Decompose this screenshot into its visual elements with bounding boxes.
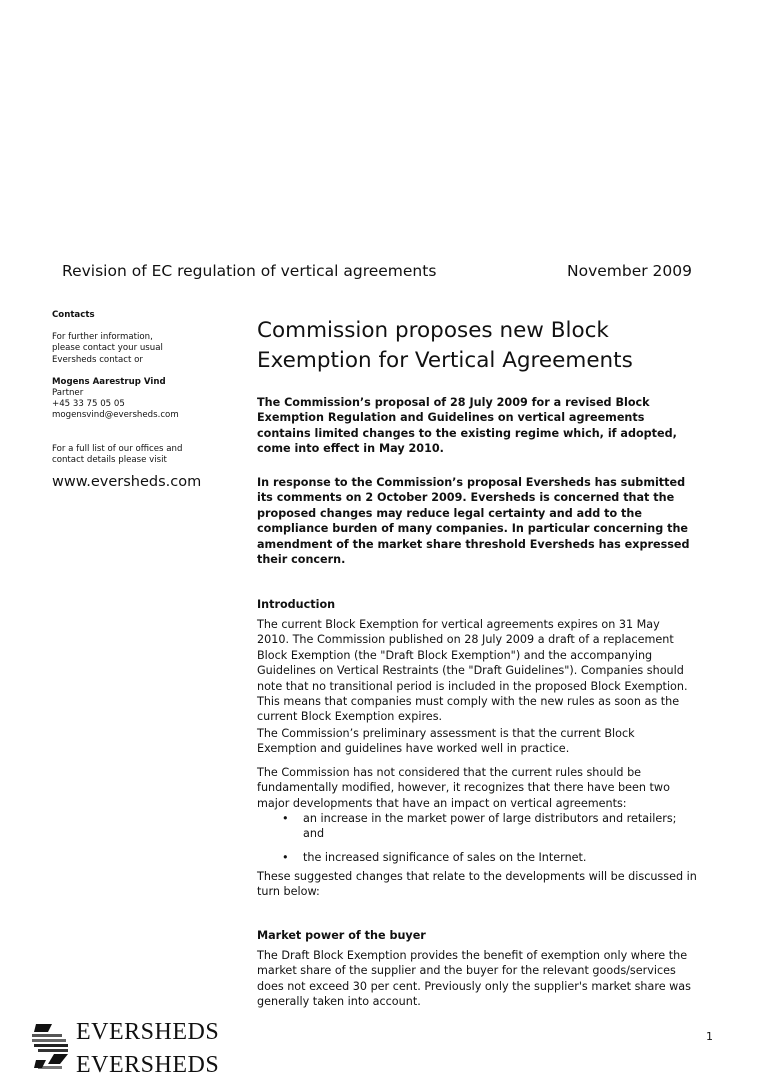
text-line: This means that companies must comply with the new rules as soon as the — [257, 695, 680, 709]
lead-paragraph-1 — [257, 395, 677, 457]
paragraph-3 — [257, 765, 670, 811]
text-line: major developments that have an impact on vertical agreements: — [257, 796, 627, 810]
text-line: In response to the Commission’s proposal Eversheds has submitted — [257, 476, 686, 489]
bullet-list — [257, 811, 676, 865]
text-line: For a full list of our offices and — [52, 443, 183, 454]
contact-phone[interactable]: +45 33 75 05 05 — [52, 399, 125, 410]
title-line: Commission proposes new Block — [257, 318, 609, 343]
text-line: fundamentally modified, however, it recognizes that there have been two — [257, 781, 670, 795]
page-number: 1 — [706, 1030, 713, 1043]
header-title: Revision of EC regulation of vertical agreements — [62, 262, 437, 280]
contacts-sidebar — [52, 310, 182, 466]
text-line: turn below: — [257, 885, 320, 899]
logo-wordmark-repeat: EVERSHEDS — [76, 1052, 220, 1078]
text-line: does not exceed 30 per cent. Previously only the supplier's market share was — [257, 979, 691, 993]
text-line: The Commission’s proposal of 28 July 2009 for a revised Block — [257, 396, 650, 409]
text-line: proposed changes may reduce legal certainty and add to the — [257, 506, 642, 520]
text-line: Block Exemption (the "Draft Block Exemption") and the accompanying — [257, 648, 653, 662]
eversheds-logo-icon — [30, 1022, 70, 1072]
text-line: The Commission’s preliminary assessment is that the current Block — [257, 727, 635, 740]
contact-role: Partner — [52, 388, 84, 399]
text-line: These suggested changes that relate to the developments will be discussed in — [257, 870, 697, 883]
website-link[interactable]: www.eversheds.com — [52, 474, 202, 490]
text-line: and — [303, 827, 325, 841]
text-line: contact details please visit — [52, 454, 167, 465]
paragraph-5 — [257, 948, 691, 1010]
text-line: Eversheds contact or — [52, 354, 143, 365]
logo-wordmark: EVERSHEDS — [76, 1019, 220, 1045]
text-line: 2010. The Commission published on 28 July 2009 a draft of a replacement — [257, 633, 674, 647]
list-item — [257, 811, 676, 842]
contact-email[interactable]: mogensvind@eversheds.com — [52, 410, 179, 421]
text-line: amendment of the market share threshold Eversheds has expressed — [257, 537, 690, 551]
text-line: The Draft Block Exemption provides the benefit of exemption only where the — [257, 949, 688, 962]
text-line: Exemption and guidelines have worked well in practice. — [257, 742, 570, 756]
text-line: an increase in the market power of large distributors and retailers; — [303, 812, 677, 825]
eversheds-logo — [30, 1019, 230, 1087]
text-line: Guidelines on Vertical Restraints (the "Draft Guidelines"). Companies should — [257, 664, 684, 678]
paragraph-2 — [257, 726, 635, 757]
text-line: generally taken into account. — [257, 995, 421, 1009]
title-line: Exemption for Vertical Agreements — [257, 348, 633, 373]
introduction-heading: Introduction — [257, 598, 336, 611]
text-line: please contact your usual — [52, 343, 163, 354]
text-line: note that no transitional period is included in the proposed Block Exemption. — [257, 679, 688, 693]
lead-paragraph-2 — [257, 475, 690, 567]
text-line: The current Block Exemption for vertical agreements expires on 31 May — [257, 618, 660, 631]
text-line: the increased significance of sales on the Internet. — [303, 850, 587, 864]
market-power-heading: Market power of the buyer — [257, 929, 426, 942]
bullet-icon: • — [282, 812, 289, 825]
text-line: their concern. — [257, 553, 346, 567]
text-line: compliance burden of many companies. In particular concerning the — [257, 522, 689, 536]
paragraph-1 — [257, 617, 688, 725]
text-line: its comments on 2 October 2009. Eversheds is concerned that the — [257, 491, 675, 505]
text-line: The Commission has not considered that the current rules should be — [257, 766, 642, 779]
text-line: come into effect in May 2010. — [257, 442, 444, 456]
text-line: For further information, — [52, 332, 153, 343]
paragraph-4 — [257, 869, 697, 900]
bullet-icon: • — [282, 850, 289, 864]
header-date: November 2009 — [567, 262, 693, 280]
text-line: current Block Exemption expires. — [257, 710, 443, 724]
text-line: contains limited changes to the existing regime which, if adopted, — [257, 426, 677, 440]
contact-name: Mogens Aarestrup Vind — [52, 376, 166, 387]
contacts-heading: Contacts — [52, 310, 95, 320]
document-title — [257, 316, 633, 376]
list-item — [257, 850, 676, 865]
text-line: market share of the supplier and the buyer for the relevant goods/services — [257, 964, 676, 978]
contacts-intro — [52, 332, 182, 366]
text-line: Exemption Regulation and Guidelines on vertical agreements — [257, 411, 645, 425]
